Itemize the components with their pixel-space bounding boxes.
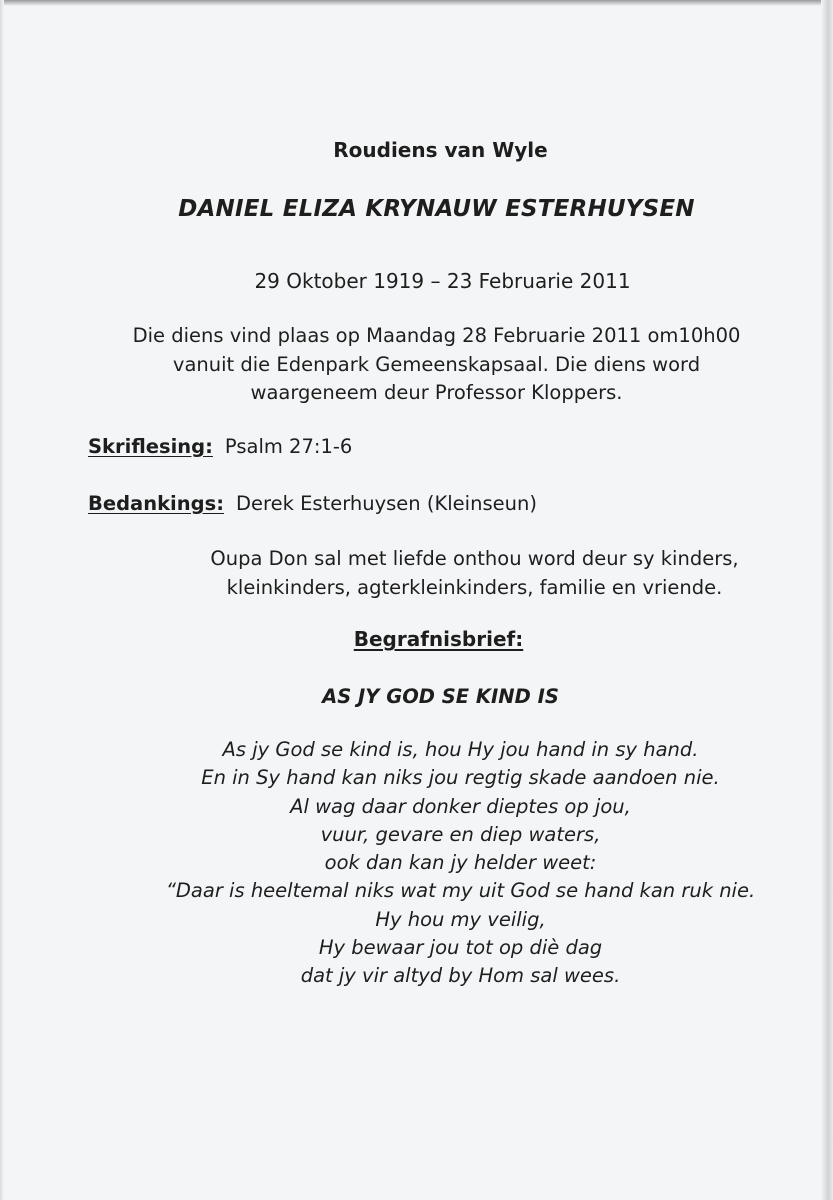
- remembrance-text: [58, 544, 833, 602]
- deceased-name: DANIEL ELIZA KRYNAUW ESTERHUYSEN: [178, 196, 695, 222]
- service-title: Roudiens van Wyle: [333, 138, 548, 162]
- poem-line: vuur, gevare en diep waters,: [320, 822, 601, 846]
- acknowledgements: [88, 490, 537, 518]
- service-details-line: waargeneem deur Professor Kloppers.: [250, 381, 623, 404]
- poem-line: ook dan kan jy helder weet:: [324, 851, 597, 875]
- scripture-value: Psalm 27:1-6: [224, 435, 353, 458]
- funeral-letter-heading: Begrafnisbrief:: [353, 627, 524, 651]
- poem-title: AS JY GOD SE KIND IS: [322, 685, 559, 708]
- poem-body: [44, 736, 833, 991]
- poem-line: Hy hou my veilig,: [375, 907, 546, 931]
- scripture-reading: [88, 433, 352, 461]
- service-details-line: vanuit die Edenpark Gemeenskapsaal. Die diens word: [172, 352, 701, 376]
- poem-line: Hy bewaar jou tot op diè dag: [318, 936, 603, 960]
- remembrance-line: Oupa Don sal met liefde onthou word deur sy kinders,: [210, 547, 739, 570]
- scan-edge-top: [0, 0, 833, 6]
- acknowledgements-value: Derek Esterhuysen (Kleinseun): [236, 492, 537, 515]
- poem-line: “Daar is heeltemal niks wat my uit God se hand kan ruk nie.: [165, 879, 756, 903]
- poem-line: Al wag daar donker dieptes op jou,: [290, 794, 631, 818]
- service-details-line: Die diens vind plaas op Maandag 28 Februarie 2011 om10h00: [132, 324, 741, 347]
- remembrance-line: kleinkinders, agterkleinkinders, familie en vriende.: [226, 576, 723, 599]
- poem-line: En in Sy hand kan niks jou regtig skade aandoen nie.: [201, 766, 720, 790]
- scan-edge-left: [0, 0, 4, 1200]
- acknowledgements-label: Bedankings:: [88, 492, 224, 515]
- life-dates: 29 Oktober 1919 – 23 Februarie 2011: [254, 269, 631, 293]
- poem-line: As jy God se kind is, hou Hy jou hand in sy hand.: [222, 738, 699, 761]
- service-details: [20, 322, 833, 408]
- scripture-label: Skriflesing:: [88, 435, 213, 458]
- poem-line: dat jy vir altyd by Hom sal wees.: [300, 964, 621, 988]
